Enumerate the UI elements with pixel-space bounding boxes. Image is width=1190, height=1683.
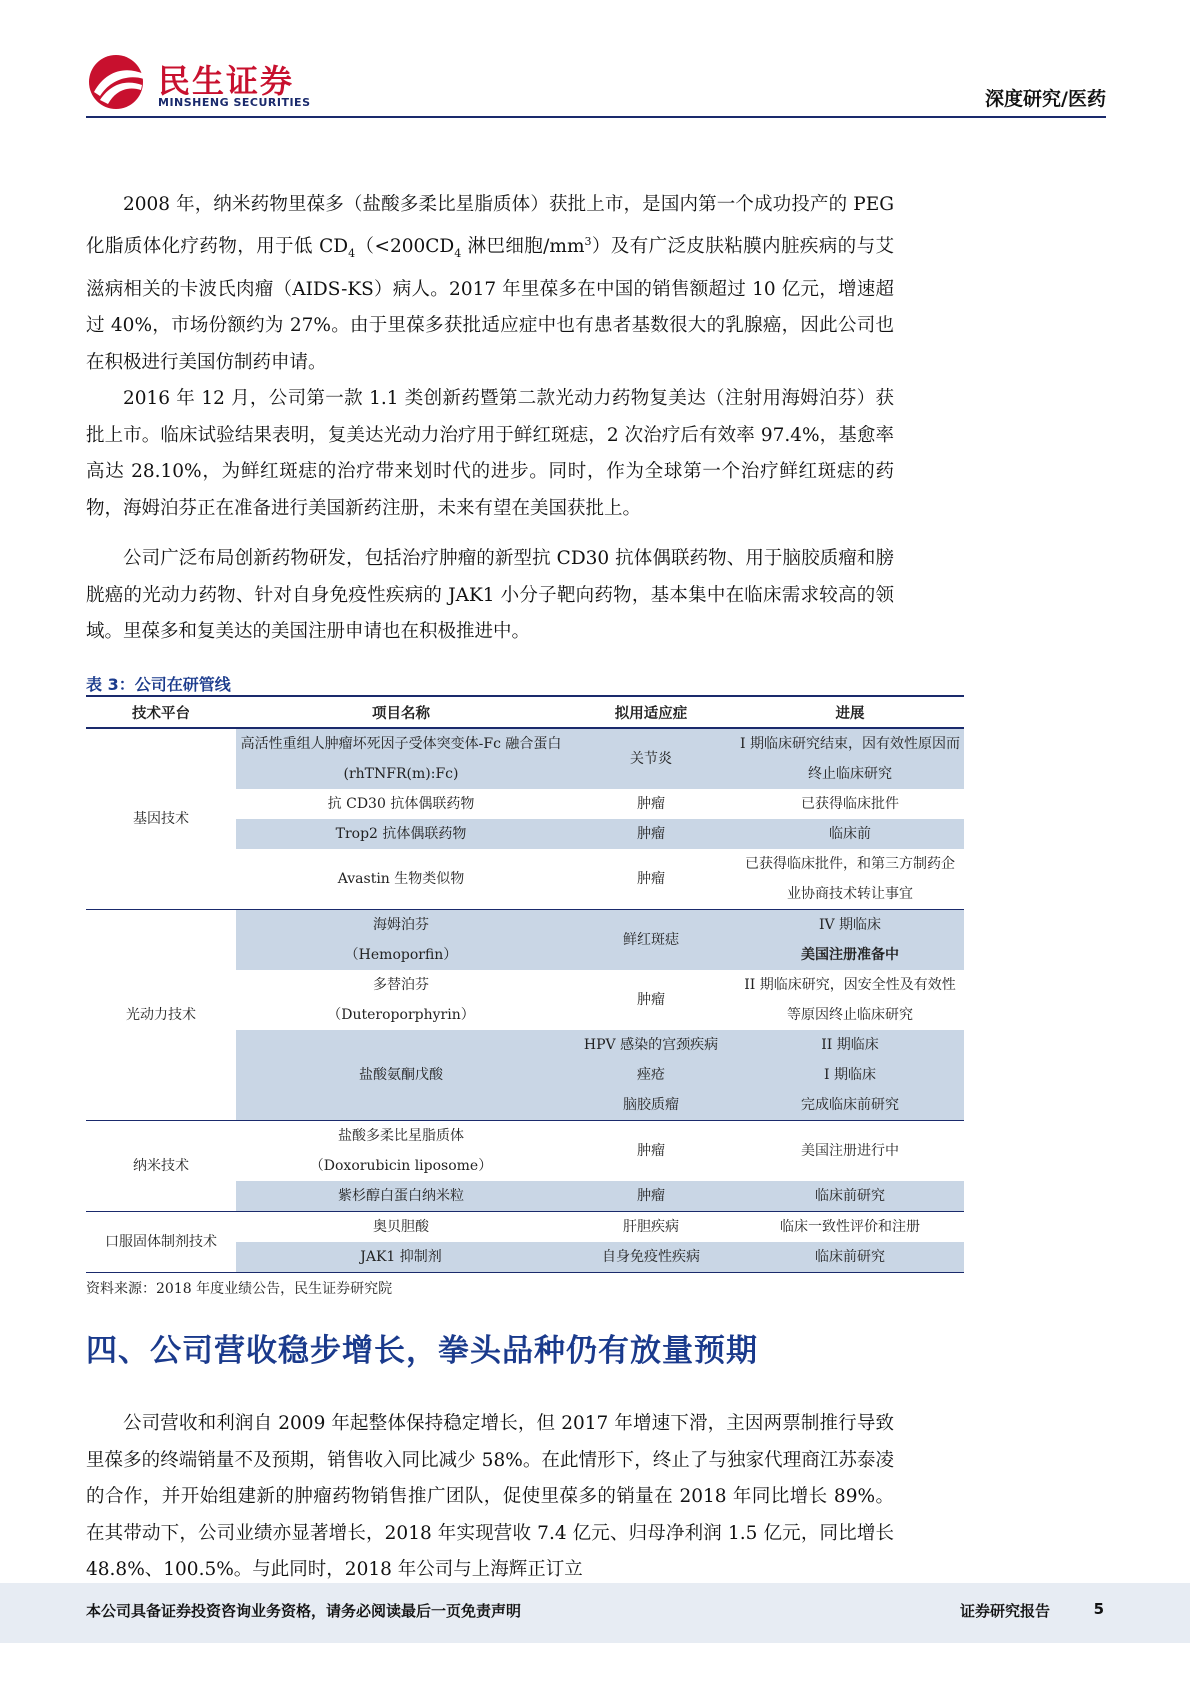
pipeline-table [86, 695, 964, 1273]
indication-cell: 关节炎 [566, 728, 736, 789]
platform-cell: 纳米技术 [86, 1121, 236, 1212]
header-divider [86, 116, 1106, 118]
table-title: 表 3：公司在研管线 [86, 675, 231, 694]
paragraph-hemoporfin: 2016 年 12 月，公司第一款 1.1 类创新药暨第二款光动力药物复美达（注射用海姆泊芬）获批上市。临床试验结果表明，复美达光动力治疗用于鲜红斑痣，2 次治疗后有效率 97.4%，基愈率高达 28.10%，为鲜红斑痣的治疗带来划时代的进步。同时，作为全球第一个治疗鲜红斑痣的药物，海姆泊芬正在准备进行美国新药注册，未来有望在美国获批上。 [86, 388, 894, 519]
progress-cell: IV 期临床 美国注册准备中 [736, 910, 964, 971]
table-source: 资料来源：2018 年度业绩公告，民生证券研究院 [86, 1281, 393, 1297]
indication-cell: HPV 感染的宫颈疾病 痤疮 脑胶质瘤 [566, 1030, 736, 1121]
project-cell: Trop2 抗体偶联药物 [236, 819, 566, 849]
brand-name: 民生证券 [158, 62, 295, 100]
indication-cell: 肿瘤 [566, 849, 736, 910]
paragraph-liposome: 2008 年，纳米药物里葆多（盐酸多柔比星脂质体）获批上市，是国内第一个成功投产的 PEG 化脂质体化疗药物，用于低 $CD_4(<200CD_4$ 淋巴细胞$/mm^3$）及有广泛皮肤粘膜内脏疾病的与艾滋病相关的卡波氏肉瘤（AIDS-KS）病人。2017 年里葆多在中国的销售额超过 10 亿元，增速超过 40%，市场份额约为 27%。由于里葆多获批适应症中也有患者基数很大的乳腺癌，因此公司也在积极进行美国仿制药申请。 [86, 194, 894, 373]
page-number: 5 [1093, 1600, 1104, 1618]
indication-cell: 肝胆疾病 [623, 1219, 679, 1235]
table-row [86, 1212, 964, 1243]
platform-cell: 光动力技术 [86, 910, 236, 1121]
section-heading: 四、公司营收稳步增长，拳头品种仍有放量预期 [86, 1333, 758, 1369]
page-header [86, 52, 1106, 116]
project-cell: Avastin 生物类似物 [236, 849, 566, 910]
paragraph-revenue: 公司营收和利润自 2009 年起整体保持稳定增长，但 2017 年增速下滑，主因两票制推行导致里葆多的终端销量不及预期，销售收入同比减少 58%。在此情形下，终止了与独家代理商江苏泰凌的合作，并开始组建新的肿瘤药物销售推广团队，促使里葆多的销量在 2018 年同比增长 89%。在其带动下，公司业绩亦显著增长，2018 年实现营收 7.4 亿元、归母净利润 1.5 亿元，同比增长 48.8%、100.5%。与此同时，2018 年公司与上海辉正订立 [86, 1413, 894, 1580]
progress-cell: 临床前研究 [736, 1181, 964, 1212]
progress-cell: 已获得临床批件 [801, 796, 899, 812]
table-row [86, 728, 964, 789]
footer-disclaimer: 本公司具备证券投资咨询业务资格，请务必阅读最后一页免责声明 [86, 1602, 522, 1620]
minsheng-logo-icon [86, 52, 148, 110]
paragraph-pipeline: 公司广泛布局创新药物研发，包括治疗肿瘤的新型抗 CD30 抗体偶联药物、用于脑胶质瘤和膀胱癌的光动力药物、针对自身免疫性疾病的 JAK1 小分子靶向药物，基本集中在临床需求较高的领域。里葆多和复美达的美国注册申请也在积极推进中。 [86, 548, 894, 642]
progress-cell: 美国注册进行中 [801, 1143, 899, 1159]
progress-cell: I 期临床研究结束，因有效性原因而终止临床研究 [736, 728, 964, 789]
progress-cell: 临床前 [736, 819, 964, 849]
progress-cell: 临床前研究 [736, 1242, 964, 1273]
progress-cell: 已获得临床批件，和第三方制药企业协商技术转让事宜 [736, 849, 964, 910]
col-header-platform: 技术平台 [86, 696, 236, 728]
progress-cell: 临床一致性评价和注册 [780, 1219, 920, 1235]
page-footer [0, 1583, 1190, 1643]
indication-cell: 鲜红斑痣 [566, 910, 736, 971]
progress-cell: II 期临床 I 期临床 完成临床前研究 [736, 1030, 964, 1121]
project-cell: 抗 CD30 抗体偶联药物 [327, 796, 475, 812]
project-cell: 紫杉醇白蛋白纳米粒 [236, 1181, 566, 1212]
indication-cell: 自身免疫性疾病 [566, 1242, 736, 1273]
col-header-progress: 进展 [736, 696, 964, 728]
report-category: 深度研究/医药 [985, 88, 1106, 110]
indication-cell: 肿瘤 [637, 796, 665, 812]
progress-cell: II 期临床研究，因安全性及有效性等原因终止临床研究 [744, 977, 956, 1023]
project-cell: 多替泊芬 （Duteroporphyrin） [327, 977, 475, 1023]
platform-cell: 基因技术 [86, 728, 236, 910]
project-cell: 高活性重组人肿瘤坏死因子受体突变体-Fc 融合蛋白(rhTNFR(m):Fc) [236, 728, 566, 789]
brand-name-en: MINSHENG SECURITIES [158, 96, 311, 109]
table-row [86, 1121, 964, 1182]
indication-cell: 肿瘤 [637, 992, 665, 1008]
indication-cell: 肿瘤 [637, 1143, 665, 1159]
indication-cell: 肿瘤 [566, 819, 736, 849]
table-header-row [86, 696, 964, 728]
project-cell: JAK1 抑制剂 [236, 1242, 566, 1273]
footer-report-type: 证券研究报告 [959, 1602, 1050, 1620]
project-cell: 盐酸氨酮戊酸 [236, 1030, 566, 1121]
project-cell: 盐酸多柔比星脂质体 （Doxorubicin liposome） [309, 1128, 493, 1174]
project-cell: 海姆泊芬 （Hemoporfin） [236, 910, 566, 971]
project-cell: 奥贝胆酸 [373, 1219, 429, 1235]
col-header-indication: 拟用适应症 [566, 696, 736, 728]
col-header-project: 项目名称 [236, 696, 566, 728]
platform-cell: 口服固体制剂技术 [86, 1212, 236, 1273]
indication-cell: 肿瘤 [566, 1181, 736, 1212]
table-row [86, 910, 964, 971]
